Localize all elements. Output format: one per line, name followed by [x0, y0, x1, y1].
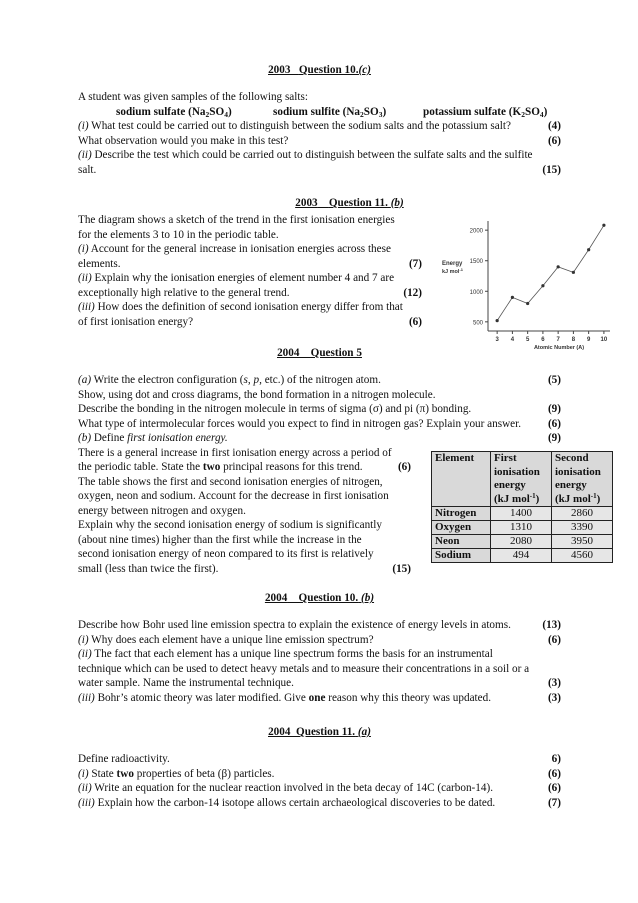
- marks: (4): [547, 120, 561, 132]
- x-axis-label: Atomic Number (A): [533, 345, 585, 351]
- header-text: ): [596, 492, 601, 505]
- marks: (9): [547, 403, 561, 415]
- question-line: [78, 767, 561, 782]
- part-label: (i): [78, 120, 89, 132]
- question-text: of first ionisation energy?: [78, 315, 194, 328]
- section-heading: [78, 346, 561, 361]
- table-row: [432, 521, 613, 535]
- question-text: (about nine times) higher than the first while the increase in the: [78, 533, 362, 546]
- marks: (7): [408, 257, 422, 270]
- first-ie-cell: 1310: [491, 521, 552, 535]
- marks: (9): [547, 432, 561, 444]
- question-text: salt.: [78, 163, 97, 176]
- question-line: [78, 562, 411, 577]
- question-line: [78, 213, 422, 228]
- heading-part: (c): [358, 64, 371, 76]
- question-line: [78, 119, 561, 134]
- series-line: [497, 225, 604, 320]
- question-text: Account for the general increase in ionisation energies across these: [88, 243, 391, 255]
- second-ie-cell: 3390: [552, 521, 613, 535]
- question-text: the periodic table. State the: [78, 461, 203, 473]
- question-line: [78, 402, 561, 417]
- salt-text: SO: [363, 105, 379, 118]
- salt-text: ): [382, 105, 387, 118]
- section-heading: [78, 196, 561, 211]
- question-line: [78, 417, 561, 432]
- first-ie-cell: 2080: [491, 535, 552, 549]
- marks: (12): [403, 286, 422, 299]
- question-line: [78, 633, 561, 648]
- question-line: [78, 446, 411, 461]
- data-point: [572, 271, 575, 274]
- data-point: [602, 224, 605, 227]
- second-ie-cell: 4560: [552, 549, 613, 563]
- element-cell: Nitrogen: [432, 507, 491, 521]
- marks: (3): [547, 691, 561, 704]
- header-text: (kJ mol: [494, 492, 530, 505]
- question-text: principal reasons for this trend.: [220, 461, 363, 473]
- header-text: ): [535, 492, 540, 505]
- question-text-column: [78, 446, 411, 577]
- y-tick-label: 1500: [469, 259, 483, 266]
- first-ie-cell: 494: [491, 549, 552, 563]
- part-label: (i): [78, 633, 89, 646]
- question-line: [78, 460, 411, 475]
- salt-sub: 2: [360, 109, 364, 119]
- header-text: ionisation: [494, 465, 540, 478]
- question-text: How does the definition of second ionisation energy differ from that: [94, 301, 403, 313]
- intro-text: A student was given samples of the following salts:: [78, 91, 308, 103]
- question-line: [78, 489, 411, 504]
- question-text: Explain why the second ionisation energy of sodium is significantly: [78, 519, 382, 531]
- question-text: properties of beta (β) particles.: [133, 767, 275, 780]
- question-line: [78, 781, 561, 796]
- marks: (6): [408, 315, 422, 328]
- question-text: technique which can be used to detect heavy metals and to measure their concentrations in a soil or a: [78, 662, 530, 675]
- question-text: second ionisation energy of neon compared to its first is relatively: [78, 548, 374, 560]
- marks: (6): [547, 417, 561, 430]
- question-line: [78, 134, 561, 149]
- header-sup: -1: [590, 491, 597, 500]
- question-line: [78, 752, 561, 767]
- question-text: What observation would you make in this test?: [78, 134, 289, 147]
- question-line: [78, 163, 561, 178]
- x-tick-label: 6: [541, 337, 545, 343]
- section-heading: [78, 725, 561, 740]
- marks: (15): [542, 163, 561, 176]
- question-text: Describe how Bohr used line emission spectra to explain the existence of energy levels in atoms.: [78, 619, 511, 631]
- x-tick-label: 4: [510, 337, 515, 343]
- question-text: Write an equation for the nuclear reaction involved in the beta decay of 14C (carbon-14).: [91, 782, 493, 794]
- y-axis-label-unit: kJ mol$^{-1}$: [442, 267, 463, 275]
- x-tick-label: 3: [495, 337, 499, 343]
- marks: (6): [547, 782, 561, 794]
- salt-sub: 4: [539, 109, 544, 119]
- question-text: Describe the test which could be carried out to distinguish between the sulfate salts and the sulfite: [91, 149, 533, 161]
- salt-text: ): [227, 105, 232, 118]
- part-label: (b): [78, 432, 92, 444]
- question-text: oxygen, neon and sodium. Account for the decrease in first ionisation: [78, 490, 389, 502]
- question-line: [78, 242, 422, 257]
- y-axis-label: Energy: [442, 261, 463, 267]
- heading-year: 2004: [268, 726, 291, 738]
- part-label: (ii): [78, 272, 92, 284]
- question-text: Describe the bonding in the nitrogen molecule in terms of sigma (σ) and pi (π) bonding.: [78, 403, 472, 415]
- x-tick-label: 9: [586, 337, 591, 343]
- header-text: Second: [555, 452, 589, 464]
- salt-sodium-sulfate: [116, 105, 232, 120]
- table-row: [432, 507, 613, 521]
- section-heading: [78, 63, 561, 78]
- question-line: [78, 676, 561, 691]
- heading-part: (b): [361, 592, 375, 604]
- section-2004-q10b: [78, 591, 561, 705]
- marks: 6): [551, 753, 561, 765]
- salt-text: ): [543, 105, 548, 118]
- y-tick-label: 2000: [469, 228, 483, 235]
- question-text-column: [78, 213, 422, 329]
- question-line: [78, 431, 561, 446]
- heading-question: Question 5: [310, 347, 362, 359]
- salt-sub: 4: [224, 109, 228, 119]
- header-text: ionisation: [555, 465, 601, 478]
- salt-text: SO: [524, 105, 540, 118]
- question-text: The fact that each element has a unique line spectrum forms the basis for an instrumental: [91, 648, 493, 660]
- question-line: [78, 388, 561, 403]
- question-line: [78, 618, 561, 633]
- question-line: [78, 547, 411, 562]
- x-tick-label: 7: [556, 337, 560, 343]
- heading-year: 2003: [268, 64, 291, 76]
- heading-question: Question 11.: [296, 726, 356, 738]
- question-text: Bohr’s atomic theory was later modified. Give: [94, 691, 309, 704]
- header-text: (kJ mol: [555, 492, 591, 505]
- salt-sodium-sulfite: [273, 105, 386, 120]
- marks: (6): [397, 461, 411, 473]
- question-italic: first ionisation energy.: [127, 432, 228, 444]
- data-point: [587, 248, 590, 251]
- heading-year: 2004: [264, 592, 288, 604]
- part-label: (iii): [78, 796, 95, 809]
- header-first-ie: [491, 452, 552, 507]
- heading-year: 2004: [277, 347, 300, 359]
- header-text: Element: [435, 452, 475, 464]
- heading-question: Question 10.: [298, 592, 359, 604]
- y-tick-label: 1000: [469, 289, 483, 296]
- marks: (7): [547, 796, 561, 809]
- part-label: (a): [78, 374, 92, 386]
- salt-text: sodium sulfate (Na: [116, 105, 206, 118]
- salt-potassium-sulfate: [423, 105, 547, 120]
- question-text: small (less than twice the first).: [78, 562, 219, 575]
- question-text: Write the electron configuration (: [91, 374, 244, 386]
- question-line: [78, 286, 422, 301]
- question-text: What test could be carried out to distinguish between the sodium salts and the potassium salt?: [88, 120, 511, 132]
- ionisation-energy-table: [431, 451, 613, 563]
- data-point: [511, 296, 514, 299]
- header-text: First: [494, 452, 517, 464]
- question-text: energy between nitrogen and oxygen.: [78, 504, 246, 517]
- question-text: Define radioactivity.: [78, 753, 170, 765]
- x-tick-label: 5: [525, 337, 530, 343]
- marks: (3): [547, 677, 561, 689]
- heading-year: 2003: [295, 197, 318, 209]
- element-cell: Oxygen: [432, 521, 491, 535]
- table-row: [432, 535, 613, 549]
- question-line: [78, 148, 561, 163]
- salt-sub: 2: [205, 109, 210, 119]
- header-text: energy: [555, 479, 587, 491]
- question-text: Define: [91, 432, 128, 444]
- question-text: There is a general increase in first ionisation energy across a period of: [78, 446, 392, 459]
- y-axis-label-sup: -1: [459, 267, 463, 272]
- header-text: energy: [494, 479, 526, 491]
- question-bold: two: [202, 461, 221, 473]
- question-text: elements.: [78, 257, 121, 270]
- question-line: [78, 271, 422, 286]
- intro-line: [78, 90, 561, 105]
- question-line: [78, 691, 561, 706]
- data-point: [496, 319, 499, 322]
- question-line: [78, 647, 561, 662]
- marks: (6): [547, 134, 561, 147]
- marks: (5): [547, 374, 561, 386]
- question-line: [78, 373, 561, 388]
- question-line: [78, 518, 411, 533]
- question-line: [78, 315, 422, 330]
- heading-question: Question 11.: [328, 197, 388, 209]
- part-label: (iii): [78, 301, 95, 313]
- x-tick-label: 8: [571, 337, 576, 343]
- question-text: for the elements 3 to 10 in the periodic table.: [78, 228, 279, 241]
- data-point: [557, 265, 560, 268]
- question-line: [78, 228, 422, 243]
- data-point: [541, 284, 544, 287]
- question-line: [78, 796, 561, 811]
- part-label: (i): [78, 767, 89, 780]
- chart-series: [496, 224, 606, 323]
- question-line: [78, 662, 561, 677]
- marks: (6): [547, 767, 561, 780]
- second-ie-cell: 3950: [552, 535, 613, 549]
- marks: (15): [392, 562, 411, 575]
- question-text: State: [88, 767, 117, 780]
- part-label: (ii): [78, 149, 92, 161]
- question-bold: one: [308, 691, 326, 704]
- marks: (6): [547, 633, 561, 646]
- question-text: The table shows the first and second ionisation energies of nitrogen,: [78, 475, 383, 488]
- question-text: water sample. Name the instrumental technique.: [78, 677, 294, 689]
- question-line: [78, 257, 422, 272]
- question-text: The diagram shows a sketch of the trend in the first ionisation energies: [78, 214, 395, 226]
- table-header-row: [432, 452, 613, 507]
- chart-labels: [442, 229, 608, 351]
- second-ie-cell: 2860: [552, 507, 613, 521]
- question-text: Show, using dot and cross diagrams, the bond formation in a nitrogen molecule.: [78, 388, 436, 401]
- salt-text: SO: [209, 105, 225, 118]
- header-sup: -1: [529, 491, 536, 500]
- x-tick-label: 10: [600, 337, 608, 343]
- data-point: [526, 302, 529, 305]
- question-text: etc.) of the nitrogen atom.: [261, 374, 381, 386]
- table-row: [432, 549, 613, 563]
- question-text: reason why this theory was updated.: [325, 691, 492, 704]
- header-second-ie: [552, 452, 613, 507]
- salt-sub: 2: [521, 109, 525, 119]
- ionisation-energy-chart: [438, 213, 618, 353]
- question-text: Why does each element have a unique line emission spectrum?: [88, 633, 374, 646]
- question-text: What type of intermolecular forces would you expect to find in nitrogen gas? Explain your answer.: [78, 417, 522, 430]
- heading-part: (a): [357, 726, 371, 738]
- question-text: exceptionally high relative to the general trend.: [78, 286, 290, 299]
- y-tick-label: 500: [472, 320, 483, 327]
- question-line: [78, 300, 422, 315]
- question-line: [78, 475, 411, 490]
- marks: (13): [542, 619, 561, 631]
- question-text: Explain why the ionisation energies of element number 4 and 7 are: [91, 272, 395, 284]
- question-italic: s, p,: [243, 374, 262, 386]
- question-text: Explain how the carbon-14 isotope allows certain archaeological discoveries to be dated.: [94, 796, 496, 809]
- part-label: (ii): [78, 782, 92, 794]
- salt-text: potassium sulfate (K: [423, 105, 522, 118]
- heading-question: Question 10.: [298, 64, 359, 76]
- element-cell: Neon: [432, 535, 491, 549]
- question-line: [78, 533, 411, 548]
- part-label: (ii): [78, 648, 92, 660]
- salts-line: [78, 105, 561, 120]
- section-heading: [78, 591, 561, 606]
- part-label: (i): [78, 243, 89, 255]
- part-label: (iii): [78, 691, 95, 704]
- first-ie-cell: 1400: [491, 507, 552, 521]
- question-bold: two: [116, 767, 134, 780]
- chart-axes: [485, 221, 610, 334]
- section-2004-q11a: [78, 725, 561, 810]
- salt-sub: 3: [378, 109, 383, 119]
- element-cell: Sodium: [432, 549, 491, 563]
- header-element: [432, 452, 491, 507]
- question-line: [78, 504, 411, 519]
- salt-text: sodium sulfite (Na: [273, 105, 361, 118]
- section-2003-q10c: [78, 63, 561, 177]
- heading-part: (b): [390, 197, 404, 209]
